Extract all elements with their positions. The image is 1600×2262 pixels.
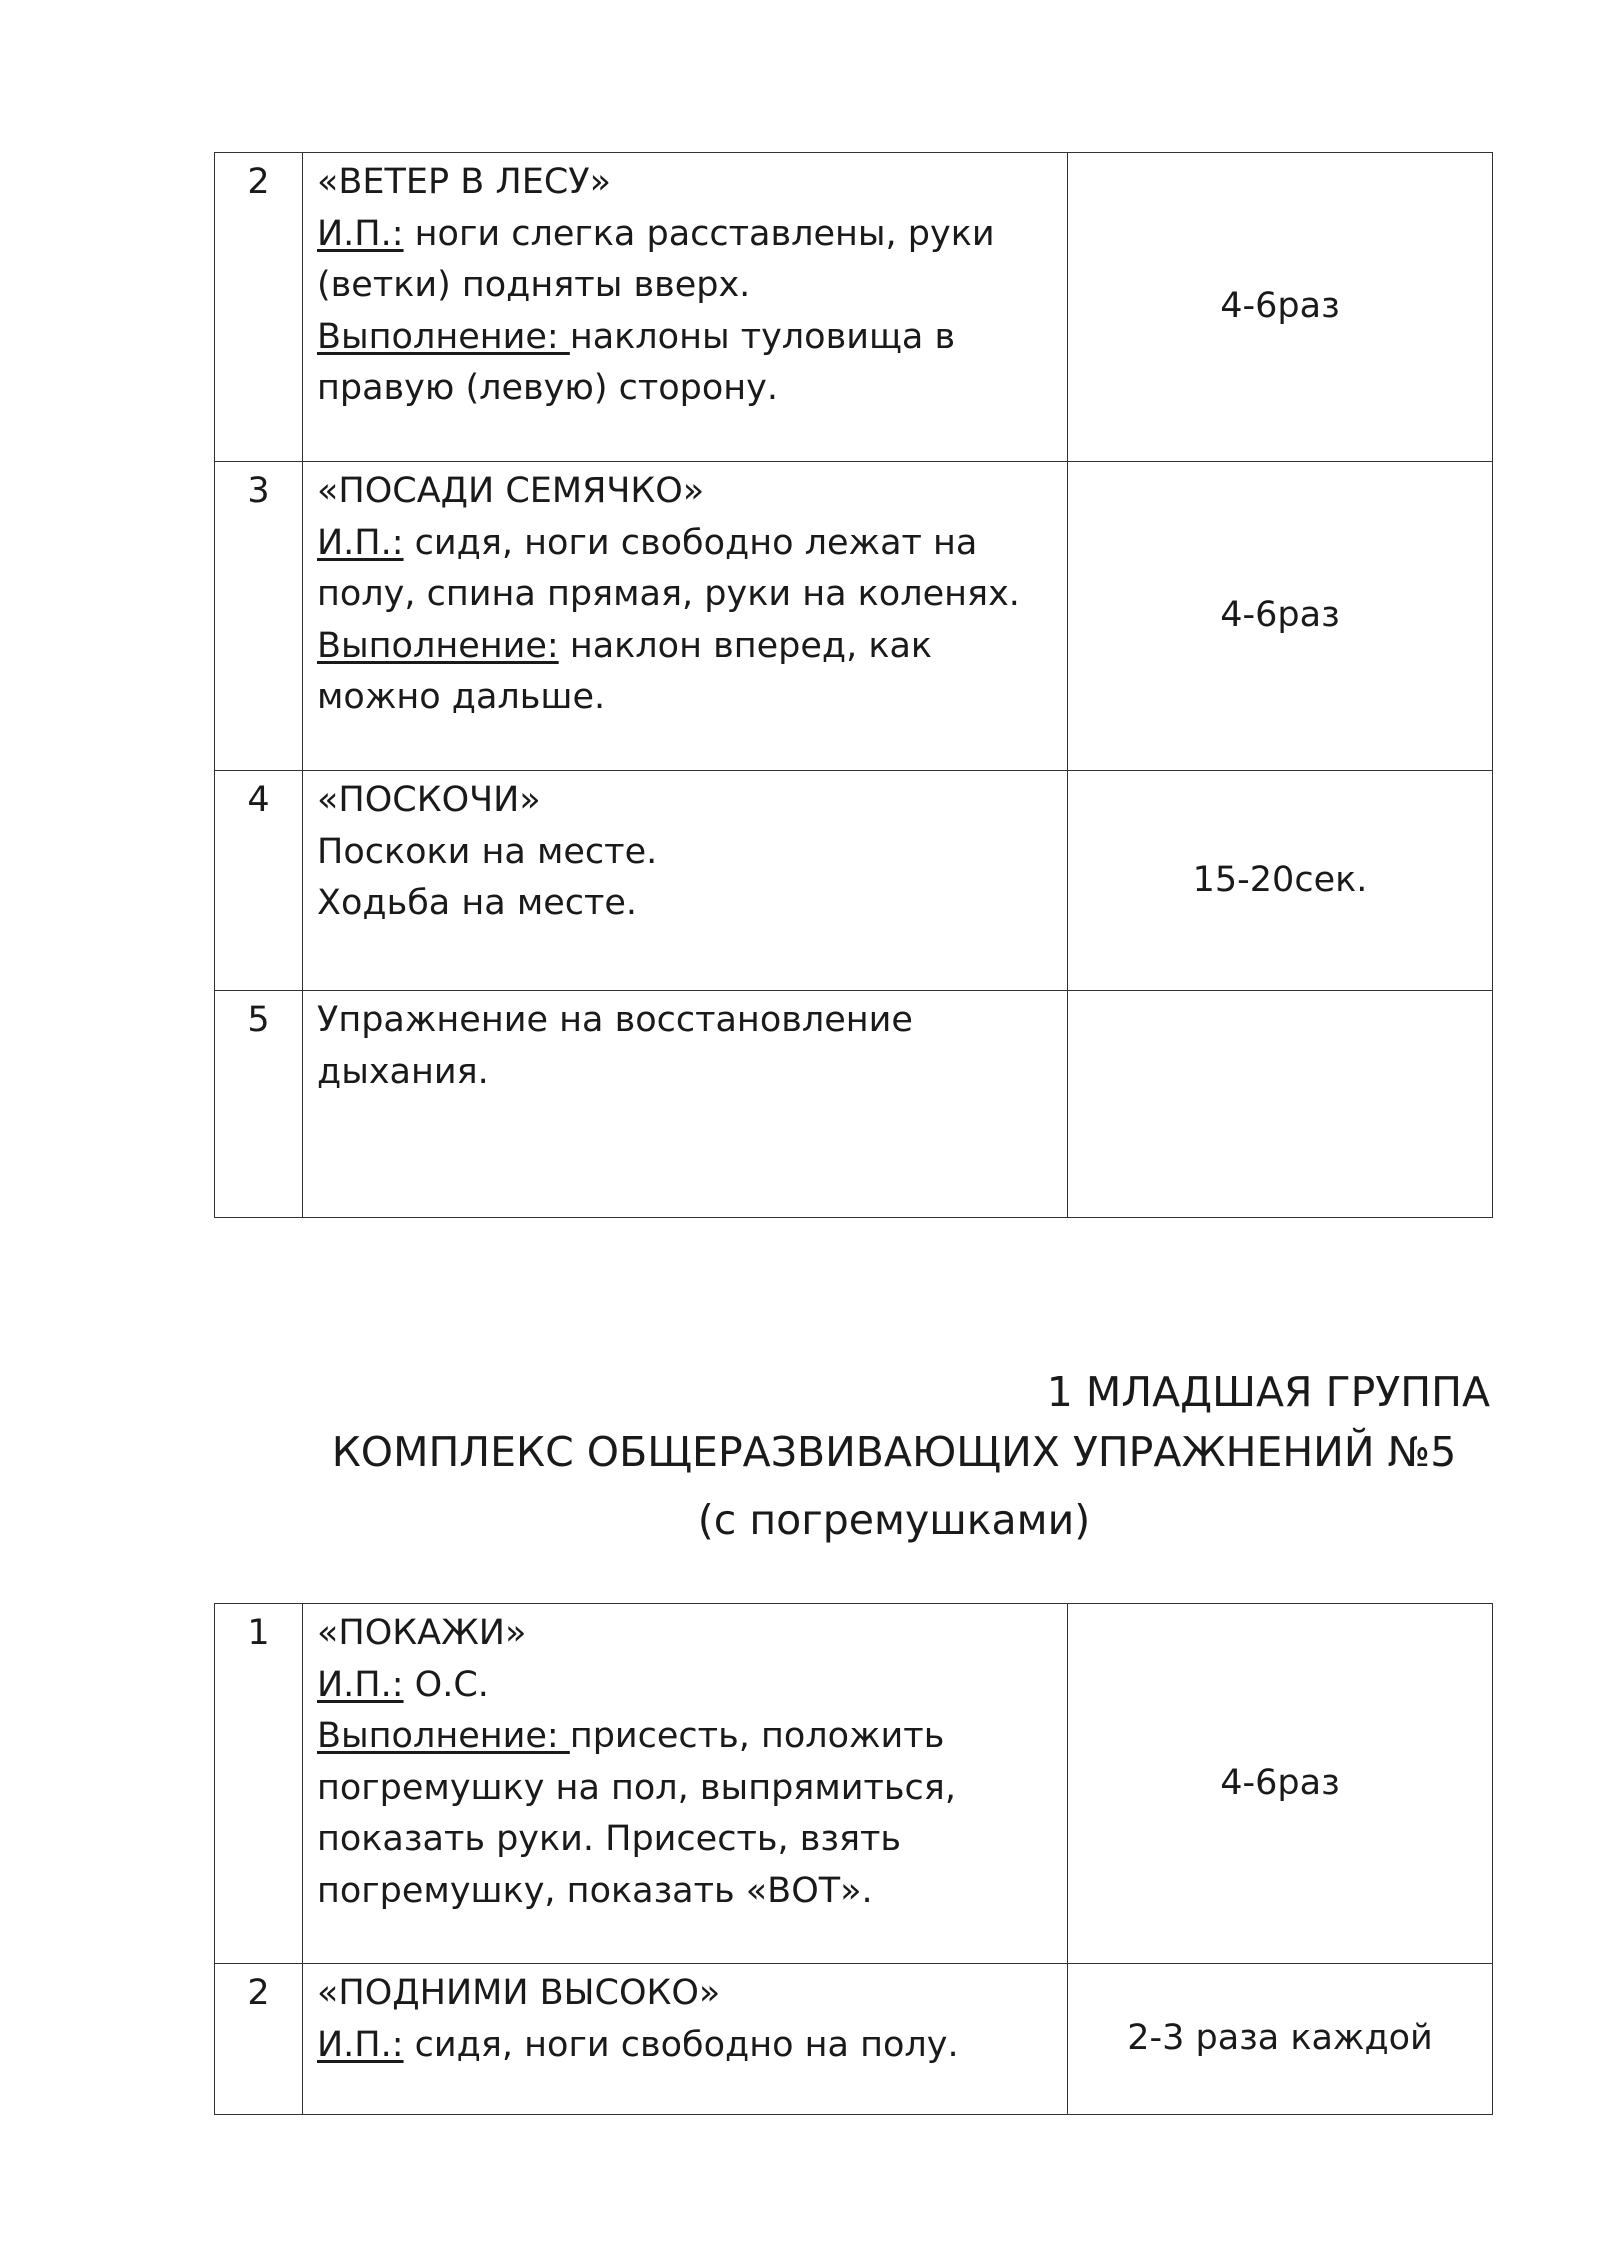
dosage: 2-3 раза каждой xyxy=(1068,1964,1493,2115)
table-row xyxy=(215,771,1493,991)
line-text: Ходьба на месте. xyxy=(317,883,638,923)
description-line xyxy=(317,363,1053,415)
exercise-title: «ПОСАДИ СЕМЯЧКО» xyxy=(317,471,705,511)
table-row xyxy=(215,153,1493,462)
line-text: О.С. xyxy=(403,1664,489,1705)
description-line xyxy=(317,2020,1053,2072)
line-text: полу, спина прямая, руки на коленях. xyxy=(317,574,1020,614)
exercise-title: «ПОКАЖИ» xyxy=(317,1613,527,1653)
description-line xyxy=(317,1763,1053,1815)
line-text: сидя, ноги свободно лежат на xyxy=(403,522,978,563)
line-text: показать руки. Присесть, взять xyxy=(317,1819,902,1859)
line-text: можно дальше. xyxy=(317,677,606,717)
line-text: сидя, ноги свободно на полу. xyxy=(403,2024,959,2065)
exercise-table-1 xyxy=(214,152,1493,1218)
line-text: погремушку на пол, выпрямиться, xyxy=(317,1767,956,1808)
description-line xyxy=(317,312,1053,364)
line-text: Поскоки на месте. xyxy=(317,831,658,872)
exercise-title: «ВЕТЕР В ЛЕСУ» xyxy=(317,162,612,202)
exercise-description xyxy=(303,1604,1068,1964)
row-number: 4 xyxy=(215,771,303,991)
line-text: наклон вперед, как xyxy=(558,625,933,666)
line-label: И.П.: xyxy=(317,213,404,254)
group-heading: 1 МЛАДШАЯ ГРУППА xyxy=(1046,1368,1490,1416)
description-line xyxy=(317,518,1053,570)
dosage: 15-20сек. xyxy=(1068,771,1493,991)
description-line xyxy=(317,569,1053,621)
description-line xyxy=(317,1711,1053,1763)
exercise-title: «ПОДНИМИ ВЫСОКО» xyxy=(317,1973,721,2013)
line-text: Упражнение на восстановление xyxy=(317,1000,913,1040)
line-label: И.П.: xyxy=(317,2024,404,2065)
exercise-description xyxy=(303,462,1068,771)
line-label: И.П.: xyxy=(317,1664,404,1705)
line-text: погремушку, показать «ВОТ». xyxy=(317,1870,873,1911)
description-line xyxy=(317,878,1053,930)
table-row xyxy=(215,1604,1493,1964)
exercise-description xyxy=(303,991,1068,1218)
row-number: 1 xyxy=(215,1604,303,1964)
row-number: 2 xyxy=(215,153,303,462)
line-text: дыхания. xyxy=(317,1051,489,1092)
line-text: (ветки) подняты вверх. xyxy=(317,265,751,305)
line-text: присесть, положить xyxy=(569,1716,945,1756)
complex-subtitle: (с погремушками) xyxy=(697,1496,1091,1544)
exercise-table-2 xyxy=(214,1603,1493,2115)
dosage: 4-6раз xyxy=(1068,1604,1493,1964)
exercise-title: «ПОСКОЧИ» xyxy=(317,780,541,820)
row-number: 3 xyxy=(215,462,303,771)
description-line xyxy=(317,260,1053,312)
exercise-description xyxy=(303,771,1068,991)
line-label: И.П.: xyxy=(317,522,404,563)
line-text: правую (левую) сторону. xyxy=(317,368,779,408)
description-line xyxy=(317,672,1053,724)
dosage xyxy=(1068,991,1493,1218)
exercise-description xyxy=(303,1964,1068,2115)
complex-heading: КОМПЛЕКС ОБЩЕРАЗВИВАЮЩИХ УПРАЖНЕНИЙ №5 xyxy=(331,1428,1457,1476)
line-label: Выполнение: xyxy=(317,316,570,357)
table-row xyxy=(215,1964,1493,2115)
row-number: 2 xyxy=(215,1964,303,2115)
line-text: наклоны туловища в xyxy=(569,316,956,357)
description-line xyxy=(317,209,1053,261)
description-line xyxy=(317,827,1053,879)
exercise-description xyxy=(303,153,1068,462)
description-line xyxy=(317,995,1053,1047)
description-line xyxy=(317,1814,1053,1866)
line-label: Выполнение: xyxy=(317,625,559,666)
table-row xyxy=(215,462,1493,771)
description-line xyxy=(317,621,1053,673)
dosage: 4-6раз xyxy=(1068,462,1493,771)
description-line xyxy=(317,1866,1053,1918)
line-label: Выполнение: xyxy=(317,1716,570,1756)
description-line xyxy=(317,1660,1053,1712)
dosage: 4-6раз xyxy=(1068,153,1493,462)
line-text: ноги слегка расставлены, руки xyxy=(403,213,995,254)
table-row xyxy=(215,991,1493,1218)
description-line xyxy=(317,1047,1053,1099)
row-number: 5 xyxy=(215,991,303,1218)
